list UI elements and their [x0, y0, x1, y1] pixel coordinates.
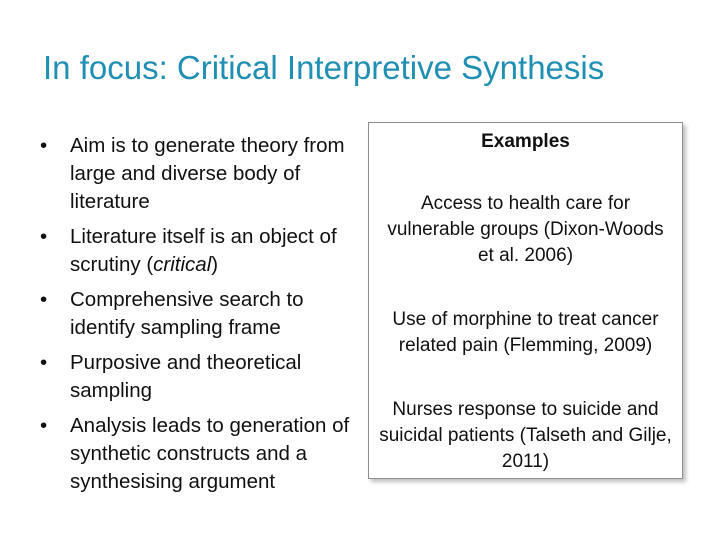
examples-heading: Examples [481, 131, 570, 152]
bullet-item-literature [40, 223, 350, 279]
examples-box [368, 122, 683, 479]
bullet-text: Aim is to generate theory from large and diverse body of literature [70, 134, 345, 213]
bullet-text: Comprehensive search to identify sampling frame [70, 288, 304, 339]
bullet-item-analysis [40, 412, 350, 496]
bullet-text-after: ) [211, 253, 219, 276]
example-item: Use of morphine to treat cancer related pain (Flemming, 2009) [392, 309, 659, 356]
example-item: Access to health care for vulnerable groups (Dixon-Woods et al. 2006) [387, 193, 664, 266]
slide-title: In focus: Critical Interpretive Synthesis [43, 49, 605, 86]
bullet-text: Purposive and theoretical sampling [70, 351, 302, 402]
bullet-item-search [40, 286, 350, 342]
bullet-item-aim [40, 132, 350, 216]
bullet-text: Analysis leads to generation of synthetic constructs and a synthesising argument [70, 414, 350, 493]
bullet-emphasis: critical [153, 253, 212, 276]
bullet-item-sampling [40, 349, 350, 405]
bullet-text: Literature itself is an object of scrutiny ( [70, 225, 337, 276]
bullet-list [40, 132, 350, 503]
example-item: Nurses response to suicide and suicidal patients (Talseth and Gilje, 2011) [379, 399, 672, 472]
